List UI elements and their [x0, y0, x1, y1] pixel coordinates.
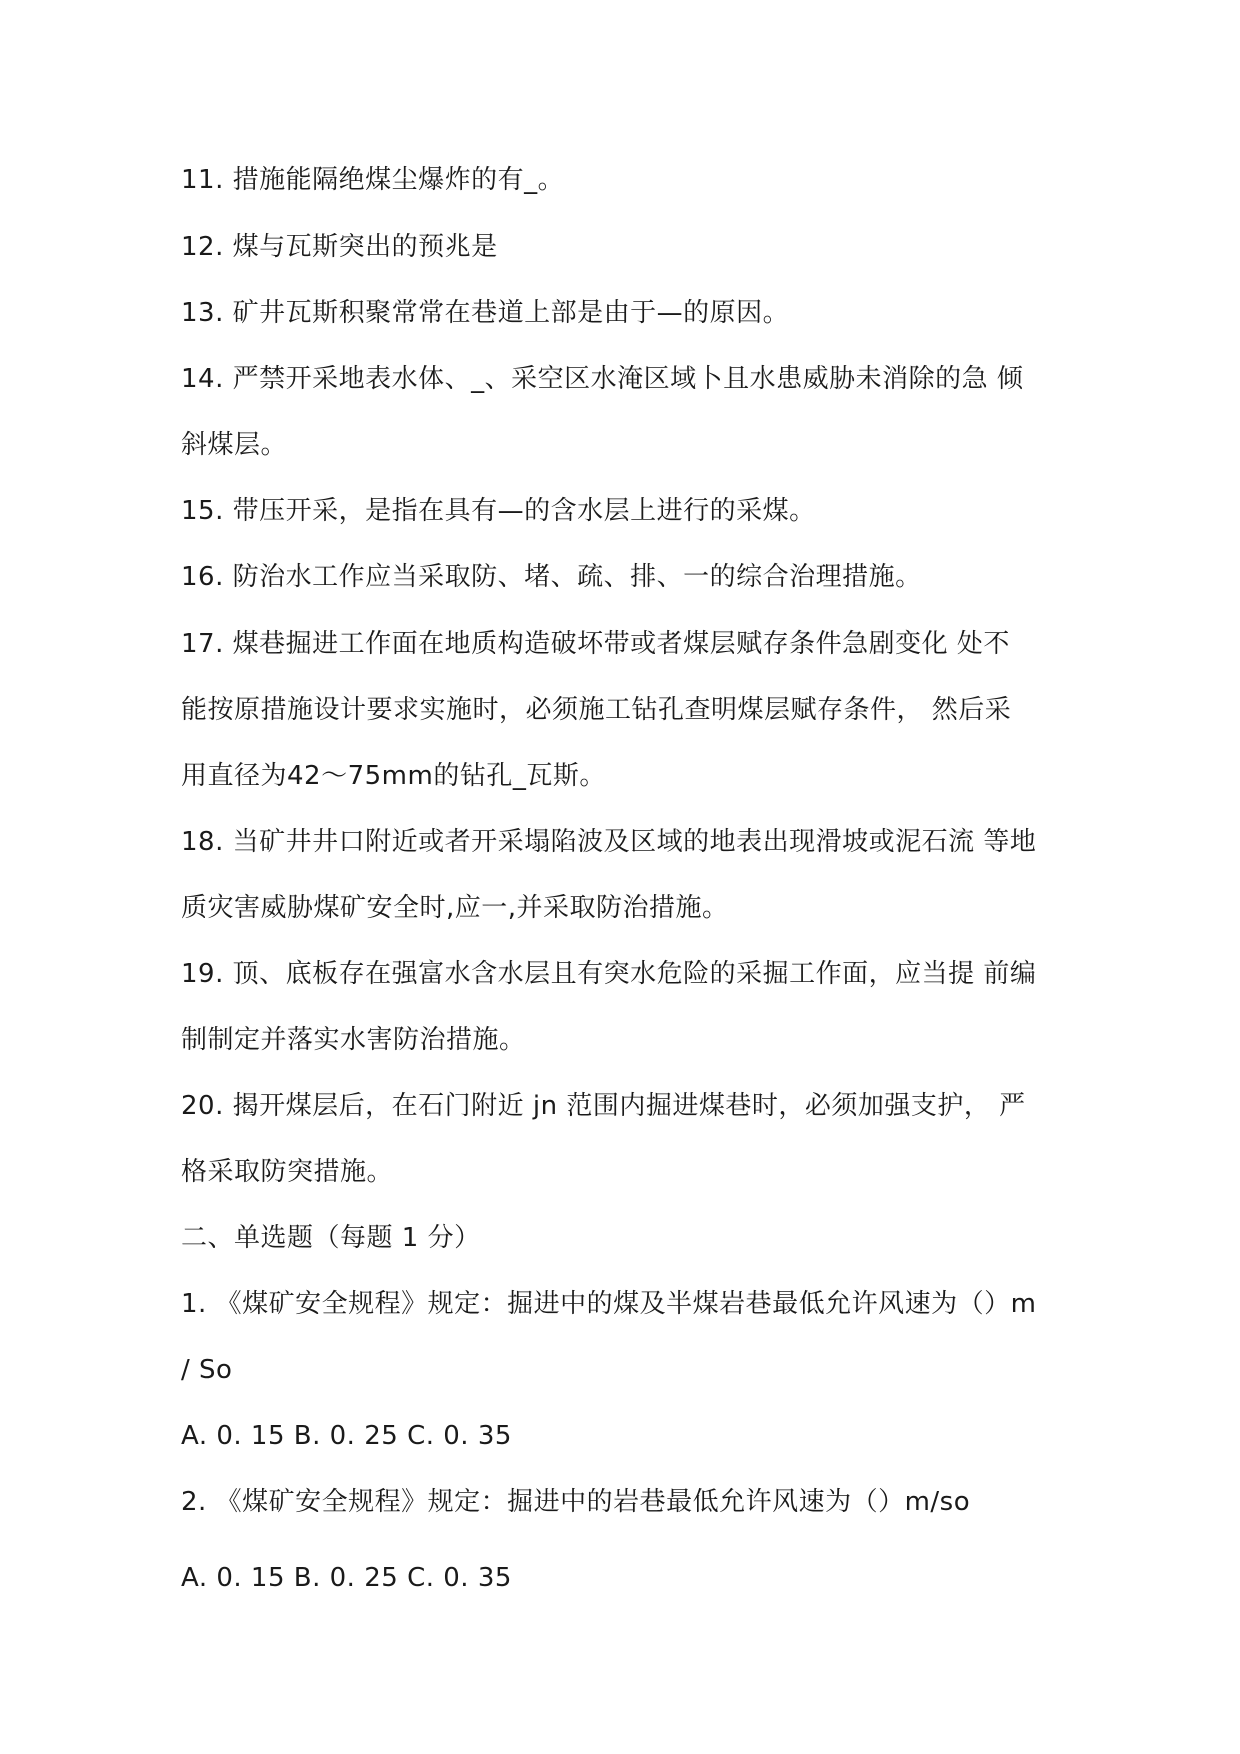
question-13: 13. 矿井瓦斯积聚常常在巷道上部是由于—的原因。 [181, 298, 790, 328]
mcq-1-options: A. 0. 15 B. 0. 25 C. 0. 35 [181, 1421, 512, 1451]
section-heading: 二、单选题（每题 1 分） [181, 1223, 481, 1253]
question-14-cont: 斜煤层。 [181, 430, 288, 460]
question-20: 20. 揭开煤层后，在石门附近 jn 范围内掘进煤巷时，必须加强支护， 严 [181, 1091, 1026, 1121]
question-12: 12. 煤与瓦斯突出的预兆是 [181, 232, 498, 262]
question-19-cont: 制制定并落实水害防治措施。 [181, 1025, 526, 1055]
question-17: 17. 煤巷掘进工作面在地质构造破坏带或者煤层赋存条件急剧变化 处不 [181, 629, 1010, 659]
question-18-cont: 质灾害威胁煤矿安全时,应一,并采取防治措施。 [181, 893, 729, 923]
question-14: 14. 严禁开采地表水体、_、采空区水淹区域卜且水患威胁未消除的急 倾 [181, 364, 1024, 394]
question-20-cont: 格采取防突措施。 [181, 1157, 394, 1187]
mcq-1: 1. 《煤矿安全规程》规定：掘进中的煤及半煤岩巷最低允许风速为（）m [181, 1289, 1037, 1319]
question-18: 18. 当矿井井口附近或者开采塌陷波及区域的地表出现滑坡或泥石流 等地 [181, 827, 1037, 857]
question-16: 16. 防治水工作应当采取防、堵、疏、排、一的综合治理措施。 [181, 562, 922, 592]
question-15: 15. 带压开采，是指在具有—的含水层上进行的采煤。 [181, 496, 816, 526]
question-17-cont: 能按原措施设计要求实施时，必须施工钻孔查明煤层赋存条件， 然后采 [181, 695, 1012, 725]
mcq-1-cont: / So [181, 1355, 233, 1385]
question-11: 11. 措施能隔绝煤尘爆炸的有_。 [181, 165, 565, 195]
mcq-2-options: A. 0. 15 B. 0. 25 C. 0. 35 [181, 1563, 512, 1593]
question-17-cont: 用直径为42～75mm的钻孔_瓦斯。 [181, 761, 606, 791]
question-19: 19. 顶、底板存在强富水含水层且有突水危险的采掘工作面，应当提 前编 [181, 959, 1037, 989]
mcq-2: 2. 《煤矿安全规程》规定：掘进中的岩巷最低允许风速为（）m/so [181, 1487, 971, 1517]
